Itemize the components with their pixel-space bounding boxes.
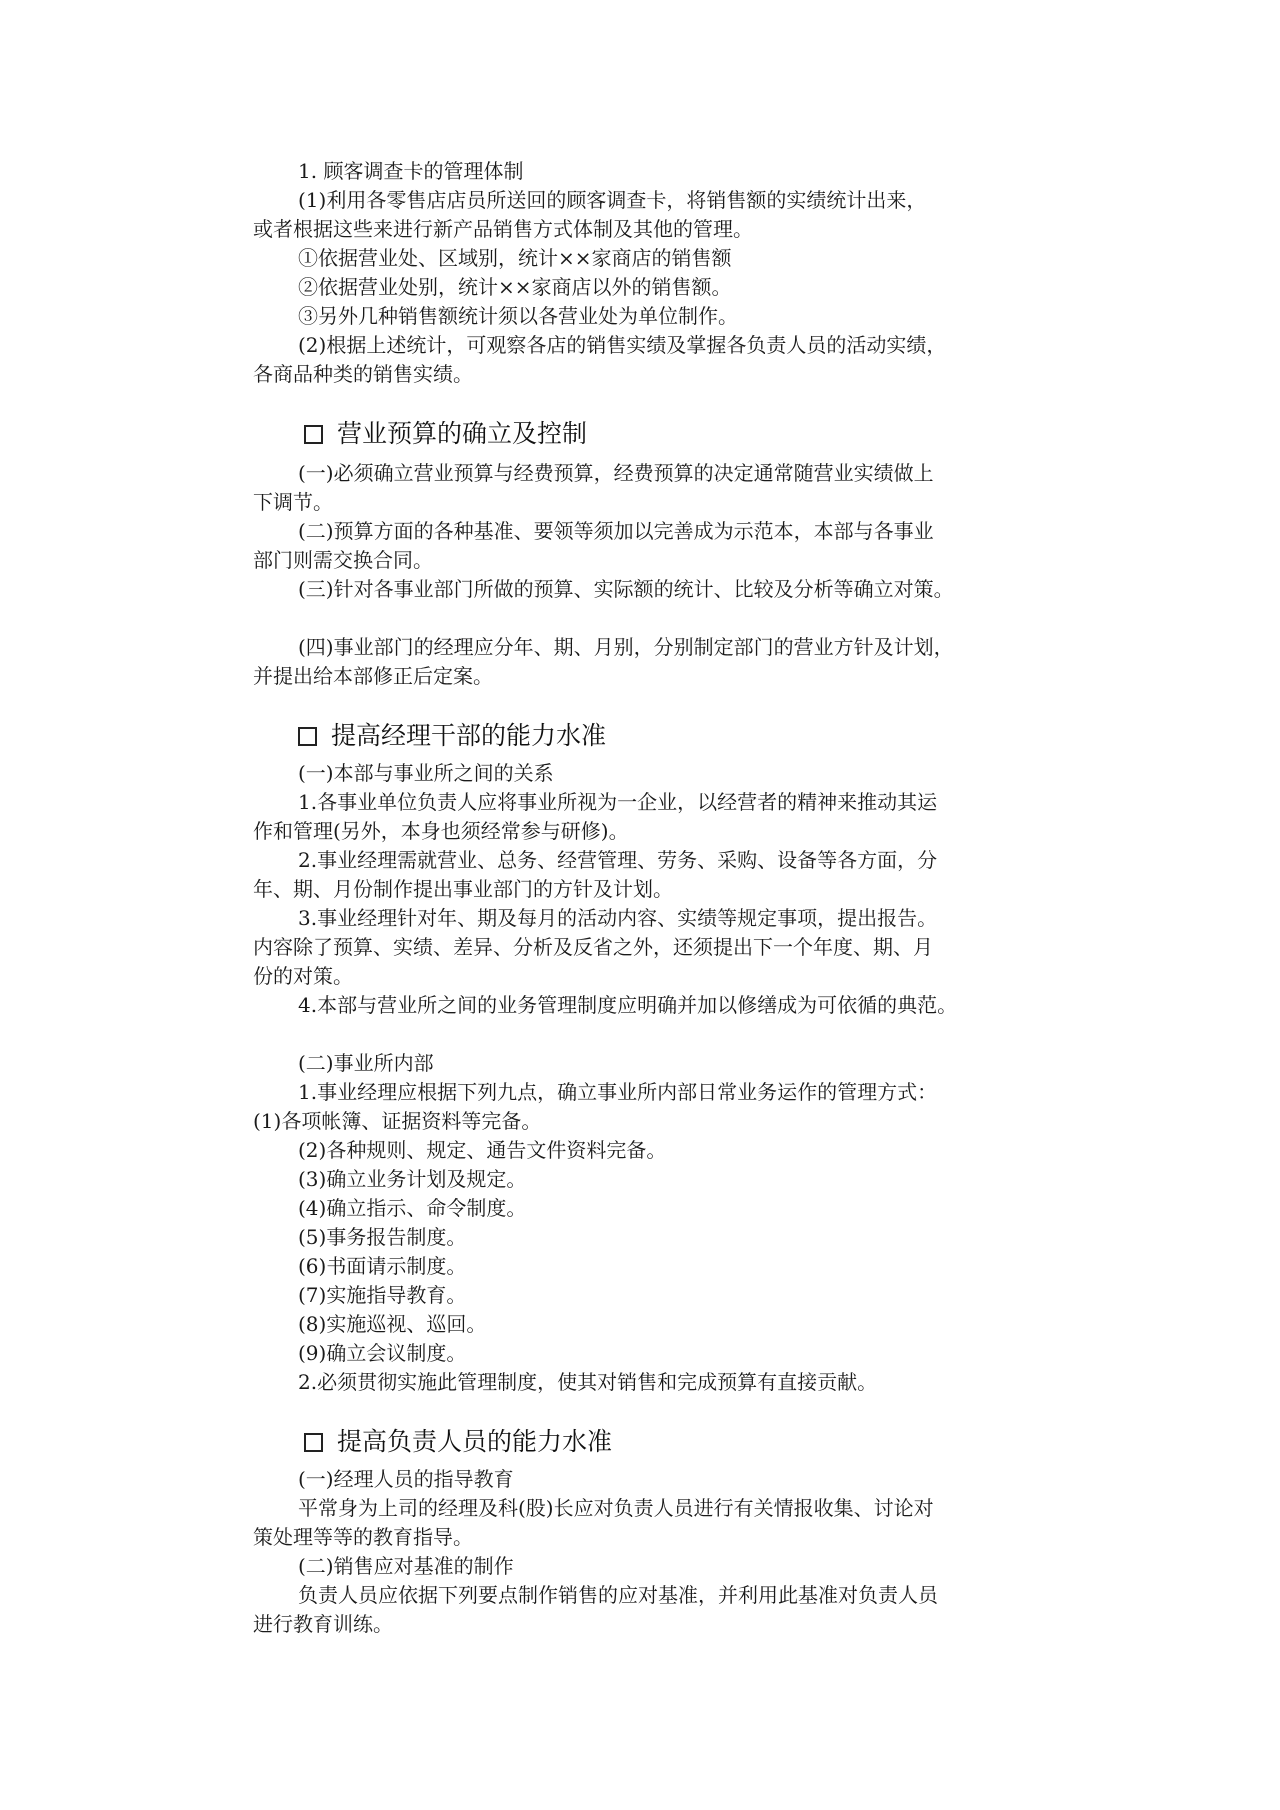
checkbox-square-icon [304,425,323,444]
paragraph-line: 各商品种类的销售实绩。 [253,362,473,386]
paragraph-line: 下调节。 [253,490,333,514]
paragraph-line: 3.事业经理针对年、期及每月的活动内容、实绩等规定事项，提出报告。 [298,906,938,930]
list-item: (8)实施巡视、巡回。 [298,1312,487,1336]
subsection-title: (二)事业所内部 [298,1051,434,1075]
list-item: ②依据营业处别，统计××家商店以外的销售额。 [298,275,732,299]
paragraph-line: 进行教育训练。 [253,1612,393,1636]
paragraph-line: (1)利用各零售店店员所送回的顾客调查卡，将销售额的实绩统计出来， [298,188,927,212]
paragraph-line: 1.事业经理应根据下列九点，确立事业所内部日常业务运作的管理方式： [298,1080,938,1104]
paragraph-line: 策处理等等的教育指导。 [253,1525,473,1549]
heading-text: 提高经理干部的能力水准 [331,721,607,750]
heading-text: 提高负责人员的能力水准 [337,1427,613,1456]
section-heading [304,418,587,450]
list-item: (5)事务报告制度。 [298,1225,467,1249]
paragraph-line: (三)针对各事业部门所做的预算、实际额的统计、比较及分析等确立对策。 [298,577,954,601]
paragraph-line: 1.各事业单位负责人应将事业所视为一企业，以经营者的精神来推动其运 [298,790,938,814]
paragraph-line: 年、期、月份制作提出事业部门的方针及计划。 [253,877,673,901]
list-item: (9)确立会议制度。 [298,1341,467,1365]
list-item: (2)各种规则、规定、通告文件资料完备。 [298,1138,667,1162]
paragraph-line: (一)必须确立营业预算与经费预算，经费预算的决定通常随营业实绩做上 [298,461,934,485]
paragraph-line: (四)事业部门的经理应分年、期、月别，分别制定部门的营业方针及计划， [298,635,954,659]
checkbox-square-icon [298,727,317,746]
paragraph-line: 或者根据这些来进行新产品销售方式体制及其他的管理。 [253,217,753,241]
section-heading [304,1426,612,1458]
checkbox-square-icon [304,1433,323,1452]
subsection-title: (二)销售应对基准的制作 [298,1554,514,1578]
list-item: (3)确立业务计划及规定。 [298,1167,527,1191]
paragraph-line: (二)预算方面的各种基准、要领等须加以完善成为示范本，本部与各事业 [298,519,934,543]
paragraph-line: 作和管理(另外，本身也须经常参与研修)。 [253,819,629,843]
paragraph-line: 内容除了预算、实绩、差异、分析及反省之外，还须提出下一个年度、期、月 [253,935,933,959]
section-title: 1. 顾客调查卡的管理体制 [298,159,524,183]
heading-text: 营业预算的确立及控制 [337,419,588,448]
list-item: ①依据营业处、区域别，统计××家商店的销售额 [298,246,732,270]
list-item: (7)实施指导教育。 [298,1283,467,1307]
list-item: (4)确立指示、命令制度。 [298,1196,527,1220]
paragraph-line: 2.必须贯彻实施此管理制度，使其对销售和完成预算有直接贡献。 [298,1370,878,1394]
list-item: (6)书面请示制度。 [298,1254,467,1278]
list-item: (1)各项帐簿、证据资料等完备。 [253,1109,542,1133]
list-item: ③另外几种销售额统计须以各营业处为单位制作。 [298,304,738,328]
subsection-title: (一)经理人员的指导教育 [298,1467,514,1491]
section-heading [298,720,606,752]
paragraph-line: 2.事业经理需就营业、总务、经营管理、劳务、采购、设备等各方面，分 [298,848,938,872]
paragraph-line: 部门则需交换合同。 [253,548,433,572]
subsection-title: (一)本部与事业所之间的关系 [298,761,554,785]
paragraph-line: 平常身为上司的经理及科(股)长应对负责人员进行有关情报收集、讨论对 [298,1496,934,1520]
paragraph-line: 并提出给本部修正后定案。 [253,664,493,688]
paragraph-line: 负责人员应依据下列要点制作销售的应对基准，并利用此基准对负责人员 [298,1583,938,1607]
paragraph-line: 4.本部与营业所之间的业务管理制度应明确并加以修缮成为可依循的典范。 [298,993,958,1017]
paragraph-line: 份的对策。 [253,964,353,988]
paragraph-line: (2)根据上述统计，可观察各店的销售实绩及掌握各负责人员的活动实绩， [298,333,947,357]
